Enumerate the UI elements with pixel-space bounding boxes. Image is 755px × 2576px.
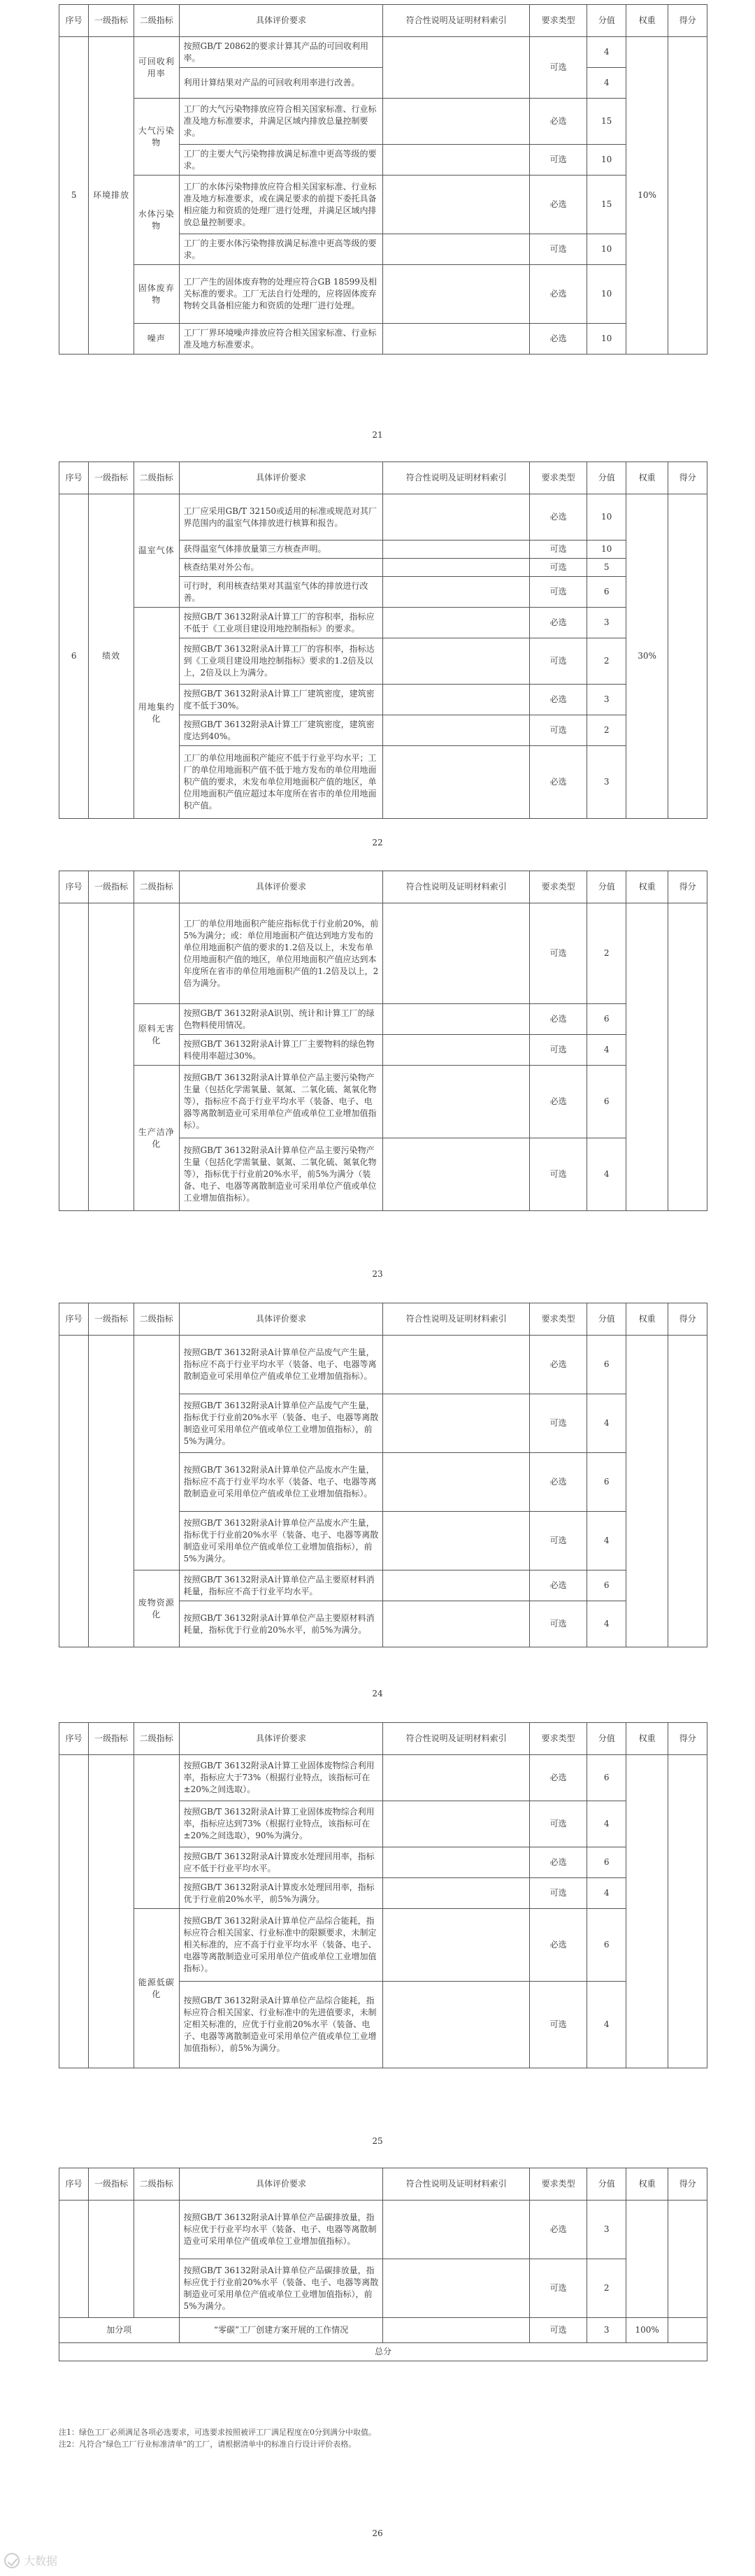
table-header-row bbox=[59, 462, 707, 494]
column-header: 符合性说明及证明材料索引 bbox=[383, 462, 529, 494]
table-cell bbox=[383, 1847, 529, 1878]
table-cell bbox=[383, 638, 529, 685]
table-cell: 4 bbox=[587, 37, 626, 68]
requirement-type: 可选 bbox=[529, 2259, 587, 2318]
table-cell bbox=[626, 1755, 668, 2068]
requirement-cell: 按照GB/T 36132附录A计算单位产品碳排放量，指标应优于行业前20%水平（装备、电子、电器等离散制造业可采用单位产值或单位工业增加值指标），前5%为满分。 bbox=[179, 2259, 383, 2318]
score-value: 3 bbox=[587, 2318, 626, 2343]
column-header: 序号 bbox=[59, 1303, 89, 1336]
table-cell: 2 bbox=[587, 715, 626, 746]
indicator-cell bbox=[89, 903, 134, 1211]
requirement-cell: 获得温室气体排放量第三方核查声明。 bbox=[179, 541, 383, 559]
requirement-cell: 按照GB/T 36132附录A计算单位产品废水产生量，指标应不高于行业平均水平（装备、电子、电器等离散制造业可采用单位产值或单位工业增加值指标）。 bbox=[179, 1453, 383, 1512]
table-cell bbox=[383, 1570, 529, 1601]
column-header: 序号 bbox=[59, 1723, 89, 1755]
table-cell: 4 bbox=[587, 1982, 626, 2068]
table-cell: 5 bbox=[59, 37, 89, 355]
evaluation-table bbox=[59, 2168, 707, 2361]
table-cell: 可选 bbox=[529, 1878, 587, 1909]
table-cell bbox=[668, 494, 707, 819]
column-header: 得分 bbox=[668, 1303, 707, 1336]
column-header: 得分 bbox=[668, 2168, 707, 2201]
table-cell bbox=[383, 494, 529, 541]
column-header: 符合性说明及证明材料索引 bbox=[383, 5, 529, 37]
table-cell: 可选 bbox=[529, 559, 587, 577]
indicator-cell: 能源低碳化 bbox=[134, 1909, 179, 2068]
table-cell bbox=[383, 1004, 529, 1035]
requirement-cell: 工厂应采用GB/T 32150或适用的标准或规范对其厂界范围内的温室气体排放进行核算和报告。 bbox=[179, 494, 383, 541]
table-cell bbox=[383, 1394, 529, 1453]
table-section bbox=[59, 461, 707, 819]
requirement-cell: 按照GB/T 36132附录A计算单位产品综合能耗，指标应符合相关国家、行业标准中的限额要求，未制定相关标准的，应不高于行业平均水平（装备、电子、电器等离散制造业可采用单位产值或单位工业增加值指标）。 bbox=[179, 1909, 383, 1982]
table-cell bbox=[59, 2201, 89, 2318]
column-header: 二级指标 bbox=[134, 5, 179, 37]
column-header: 二级指标 bbox=[134, 462, 179, 494]
table-cell: 可选 bbox=[529, 1138, 587, 1211]
table-cell: 必选 bbox=[529, 1570, 587, 1601]
requirement-cell: 按照GB/T 36132附录A计算单位产品废气产生量，指标应不高于行业平均水平（装备、电子、电器等离散制造业可采用单位产值或单位工业增加值指标）。 bbox=[179, 1336, 383, 1394]
column-header: 二级指标 bbox=[134, 1723, 179, 1755]
requirement-cell: 按照GB/T 36132附录A计算单位产品综合能耗，指标应符合相关国家、行业标准中的先进值要求，未制定相关标准的，应优于行业前20%水平（装备、电子、电器等离散制造业可采用单位产值或单位工业增加值指标），前5%为满分。 bbox=[179, 1982, 383, 2068]
requirement-cell: 按照GB/T 36132附录A计算单位产品废水产生量，指标优于行业前20%水平（装备、电子、电器等离散制造业可采用单位产值或单位工业增加值指标），前5%为满分。 bbox=[179, 1512, 383, 1570]
column-header: 序号 bbox=[59, 2168, 89, 2201]
table-cell bbox=[383, 685, 529, 715]
table-cell bbox=[383, 608, 529, 638]
indicator-cell: 水体污染物 bbox=[134, 176, 179, 265]
table-cell: 必选 bbox=[529, 1755, 587, 1801]
requirement-cell: 按照GB/T 36132附录A计算单位产品主要污染物产生量（包括化学需氧量、氨氮、二氧化硫、氮氧化物等），指标应不高于行业平均水平（装备、电子、电器等离散制造业可采用单位产值或单位工业增加值指标）。 bbox=[179, 1066, 383, 1138]
indicator-cell: 大气污染物 bbox=[134, 99, 179, 176]
table-cell bbox=[383, 577, 529, 608]
table-cell: 可选 bbox=[529, 1394, 587, 1453]
indicator-cell: 环境排放 bbox=[89, 37, 134, 355]
table-row bbox=[59, 1909, 707, 1982]
table-cell bbox=[89, 2201, 134, 2318]
bonus-requirement: “零碳”工厂创建方案开展的工作情况 bbox=[179, 2318, 383, 2343]
table-cell: 2 bbox=[587, 903, 626, 1004]
table-cell bbox=[668, 1336, 707, 1647]
table-cell bbox=[383, 324, 529, 355]
table-cell bbox=[668, 2318, 707, 2343]
table-cell: 可选 bbox=[529, 37, 587, 99]
table-cell: 30% bbox=[626, 494, 668, 819]
table-cell: 4 bbox=[587, 1878, 626, 1909]
table-cell: 可选 bbox=[529, 1601, 587, 1647]
table-cell: 必选 bbox=[529, 1453, 587, 1512]
bonus-label: 加分项 bbox=[59, 2318, 180, 2343]
indicator-cell: 绩效 bbox=[89, 494, 134, 819]
column-header: 要求类型 bbox=[529, 462, 587, 494]
table-header-row bbox=[59, 871, 707, 903]
note-line: 注2：凡符合“绿色工厂行业标准清单”的工厂，请根据清单中的标准自行设计评价表格。 bbox=[59, 2440, 357, 2449]
table-cell: 6 bbox=[587, 1909, 626, 1982]
table-cell: 可选 bbox=[529, 577, 587, 608]
column-header: 分值 bbox=[587, 1303, 626, 1336]
table-cell: 可选 bbox=[529, 234, 587, 265]
table-cell: 4 bbox=[587, 1601, 626, 1647]
column-header: 具体评价要求 bbox=[179, 2168, 383, 2201]
table-cell: 可选 bbox=[529, 1035, 587, 1066]
table-cell: 必选 bbox=[529, 746, 587, 819]
column-header: 要求类型 bbox=[529, 5, 587, 37]
indicator-cell: 固体废弃物 bbox=[134, 265, 179, 324]
page-number: 25 bbox=[372, 2136, 383, 2146]
column-header: 分值 bbox=[587, 2168, 626, 2201]
indicator-cell bbox=[89, 1336, 134, 1647]
table-cell bbox=[668, 1755, 707, 2068]
table-cell bbox=[626, 2201, 668, 2318]
indicator-cell bbox=[134, 1755, 179, 1909]
column-header: 权重 bbox=[626, 462, 668, 494]
table-cell bbox=[668, 903, 707, 1211]
table-cell: 15 bbox=[587, 176, 626, 234]
table-section bbox=[59, 1303, 707, 1647]
table-row bbox=[59, 1066, 707, 1138]
requirement-cell: 按照GB/T 36132附录A计算废水处理回用率，指标优于行业前20%水平，前5%为满分。 bbox=[179, 1878, 383, 1909]
table-cell: 必选 bbox=[529, 324, 587, 355]
table-cell bbox=[668, 2201, 707, 2318]
evidence-cell bbox=[383, 2259, 529, 2318]
column-header: 具体评价要求 bbox=[179, 1303, 383, 1336]
table-cell bbox=[383, 1512, 529, 1570]
table-cell bbox=[383, 1801, 529, 1847]
column-header: 权重 bbox=[626, 1303, 668, 1336]
table-cell: 6 bbox=[587, 1453, 626, 1512]
column-header: 一级指标 bbox=[89, 1303, 134, 1336]
table-cell: 必选 bbox=[529, 1909, 587, 1982]
table-row bbox=[59, 2201, 707, 2259]
column-header: 一级指标 bbox=[89, 5, 134, 37]
requirement-type: 可选 bbox=[529, 2318, 587, 2343]
table-cell bbox=[383, 541, 529, 559]
column-header: 权重 bbox=[626, 5, 668, 37]
table-cell: 10 bbox=[587, 145, 626, 176]
column-header: 序号 bbox=[59, 5, 89, 37]
requirement-cell: 工厂的主要水体污染物排放满足标准中更高等级的要求。 bbox=[179, 234, 383, 265]
requirement-cell: 按照GB/T 36132附录A计算单位产品废气产生量，指标优于行业前20%水平（装备、电子、电器等离散制造业可采用单位产值或单位工业增加值指标），前5%为满分。 bbox=[179, 1394, 383, 1453]
table-notes bbox=[59, 2426, 707, 2450]
column-header: 要求类型 bbox=[529, 2168, 587, 2201]
table-cell bbox=[383, 1066, 529, 1138]
indicator-cell: 用地集约化 bbox=[134, 608, 179, 819]
table-row bbox=[59, 608, 707, 638]
score-value: 2 bbox=[587, 2259, 626, 2318]
column-header: 具体评价要求 bbox=[179, 1723, 383, 1755]
table-cell bbox=[59, 1755, 89, 2068]
requirement-cell: 按照GB/T 20862的要求计算其产品的可回收利用率。 bbox=[179, 37, 383, 68]
weight-value: 100% bbox=[626, 2318, 668, 2343]
table-cell: 3 bbox=[587, 608, 626, 638]
column-header: 一级指标 bbox=[89, 462, 134, 494]
table-row bbox=[59, 1755, 707, 1801]
requirement-cell: 可行时，利用核查结果对其温室气体的排放进行改善。 bbox=[179, 577, 383, 608]
requirement-cell: 工厂的单位用地面积产能应不低于行业平均水平；工厂的单位用地面积产值不低于地方发布的单位用地面积产值的要求，未发布单位用地面积产值的地区，单位用地面积产值应超过本年度所在省市的单位用地面积产值。 bbox=[179, 746, 383, 819]
table-cell: 4 bbox=[587, 68, 626, 99]
table-cell bbox=[383, 234, 529, 265]
table-cell: 6 bbox=[587, 577, 626, 608]
column-header: 权重 bbox=[626, 871, 668, 903]
evaluation-table bbox=[59, 1722, 707, 2068]
table-cell: 10 bbox=[587, 234, 626, 265]
table-cell bbox=[383, 1601, 529, 1647]
table-cell: 可选 bbox=[529, 145, 587, 176]
column-header: 一级指标 bbox=[89, 1723, 134, 1755]
note-line: 注1：绿色工厂必须满足各项必选要求，可选要求按照被评工厂满足程度在0分到满分中取值。 bbox=[59, 2428, 376, 2437]
table-row bbox=[59, 1336, 707, 1394]
column-header: 序号 bbox=[59, 871, 89, 903]
evaluation-table bbox=[59, 4, 707, 355]
indicator-cell bbox=[89, 1755, 134, 2068]
table-cell bbox=[383, 746, 529, 819]
requirement-cell: 工厂的大气污染物排放应符合相关国家标准、行业标准及地方标准要求，并满足区域内排放总量控制要求。 bbox=[179, 99, 383, 145]
table-section bbox=[59, 1722, 707, 2068]
table-cell: 10 bbox=[587, 265, 626, 324]
table-cell: 6 bbox=[59, 494, 89, 819]
table-row bbox=[59, 176, 707, 234]
column-header: 具体评价要求 bbox=[179, 871, 383, 903]
requirement-cell: 按照GB/T 36132附录A计算工厂的容积率，指标应不低于《工业项目建设用地控制指标》的要求。 bbox=[179, 608, 383, 638]
requirement-cell: 按照GB/T 36132附录A计算单位产品碳排放量，指标应优于行业平均水平（装备、电子、电器等离散制造业可采用单位产值或单位工业增加值指标）。 bbox=[179, 2201, 383, 2259]
table-header-row bbox=[59, 5, 707, 37]
table-cell: 4 bbox=[587, 1512, 626, 1570]
table-cell: 6 bbox=[587, 1066, 626, 1138]
table-cell: 5 bbox=[587, 559, 626, 577]
column-header: 分值 bbox=[587, 871, 626, 903]
column-header: 一级指标 bbox=[89, 2168, 134, 2201]
table-cell: 6 bbox=[587, 1847, 626, 1878]
table-cell: 必选 bbox=[529, 608, 587, 638]
table-cell: 4 bbox=[587, 1138, 626, 1211]
column-header: 得分 bbox=[668, 462, 707, 494]
column-header: 分值 bbox=[587, 5, 626, 37]
evidence-cell bbox=[383, 2201, 529, 2259]
page-number: 24 bbox=[372, 1689, 383, 1698]
table-cell bbox=[383, 37, 529, 99]
table-cell: 3 bbox=[587, 746, 626, 819]
requirement-cell: 工厂产生的固体废弃物的处理应符合GB 18599及相关标准的要求。工厂无法自行处理的，应将固体废弃物转交具备相应能力和资质的处理厂进行处理。 bbox=[179, 265, 383, 324]
table-cell: 可选 bbox=[529, 638, 587, 685]
table-cell: 6 bbox=[587, 1570, 626, 1601]
table-cell: 4 bbox=[587, 1801, 626, 1847]
requirement-cell: 按照GB/T 36132附录A计算工厂主要物料的绿色物料使用率超过30%。 bbox=[179, 1035, 383, 1066]
evidence-cell bbox=[383, 2318, 529, 2343]
column-header: 分值 bbox=[587, 462, 626, 494]
page-number: 23 bbox=[372, 1269, 383, 1279]
table-cell bbox=[383, 1035, 529, 1066]
column-header: 具体评价要求 bbox=[179, 462, 383, 494]
watermark-text: 大数据 bbox=[24, 2554, 58, 2568]
column-header: 符合性说明及证明材料索引 bbox=[383, 871, 529, 903]
column-header: 一级指标 bbox=[89, 871, 134, 903]
table-cell bbox=[383, 265, 529, 324]
table-cell bbox=[383, 1909, 529, 1982]
bonus-row bbox=[59, 2318, 707, 2343]
total-row bbox=[59, 2343, 707, 2361]
column-header: 序号 bbox=[59, 462, 89, 494]
table-cell: 4 bbox=[587, 1394, 626, 1453]
requirement-cell: 按照GB/T 36132附录A计算工厂的容积率，指标达到《工业项目建设用地控制指标》要求的1.2倍及以上，2倍及以上为满分。 bbox=[179, 638, 383, 685]
watermark-logo-icon bbox=[4, 2553, 20, 2568]
requirement-cell: 工厂的水体污染物排放应符合相关国家标准、行业标准及地方标准要求，或在满足要求的前提下委托具备相应能力和资质的处理厂进行处理，并满足区域内排放总量控制要求。 bbox=[179, 176, 383, 234]
table-cell bbox=[383, 176, 529, 234]
requirement-cell: 按照GB/T 36132附录A识别、统计和计算工厂的绿色物料使用情况。 bbox=[179, 1004, 383, 1035]
table-cell: 可选 bbox=[529, 903, 587, 1004]
table-cell bbox=[59, 1336, 89, 1647]
table-cell bbox=[668, 37, 707, 355]
indicator-cell: 温室气体 bbox=[134, 494, 179, 608]
table-row bbox=[59, 1004, 707, 1035]
table-cell: 必选 bbox=[529, 176, 587, 234]
table-cell bbox=[383, 1138, 529, 1211]
table-cell bbox=[383, 99, 529, 145]
table-cell bbox=[626, 903, 668, 1211]
requirement-cell: 按照GB/T 36132附录A计算工业固体废物综合利用率，指标应大于73%（根据行业特点，该指标可在±20%之间选取）。 bbox=[179, 1755, 383, 1801]
column-header: 要求类型 bbox=[529, 1303, 587, 1336]
table-section bbox=[59, 2168, 707, 2361]
column-header: 二级指标 bbox=[134, 871, 179, 903]
column-header: 要求类型 bbox=[529, 1723, 587, 1755]
table-cell bbox=[383, 1453, 529, 1512]
table-header-row bbox=[59, 1303, 707, 1336]
table-cell: 必选 bbox=[529, 99, 587, 145]
table-header-row bbox=[59, 1723, 707, 1755]
score-value: 3 bbox=[587, 2201, 626, 2259]
watermark bbox=[4, 2552, 57, 2568]
column-header: 要求类型 bbox=[529, 871, 587, 903]
table-cell: 必选 bbox=[529, 1004, 587, 1035]
table-row bbox=[59, 265, 707, 324]
table-cell: 可选 bbox=[529, 1801, 587, 1847]
indicator-cell: 原料无害化 bbox=[134, 1004, 179, 1066]
table-cell: 10 bbox=[587, 541, 626, 559]
table-cell bbox=[383, 559, 529, 577]
table-cell: 10 bbox=[587, 494, 626, 541]
table-cell: 6 bbox=[587, 1336, 626, 1394]
column-header: 权重 bbox=[626, 1723, 668, 1755]
column-header: 得分 bbox=[668, 5, 707, 37]
table-cell: 必选 bbox=[529, 1847, 587, 1878]
table-cell bbox=[383, 903, 529, 1004]
table-cell: 必选 bbox=[529, 494, 587, 541]
table-cell: 6 bbox=[587, 1004, 626, 1035]
requirement-cell: 按照GB/T 36132附录A计算单位产品主要污染物产生量（包括化学需氧量、氨氮、二氧化硫、氮氧化物等），指标优于行业前20%水平，前5%为满分（装备、电子、电器等离散制造业可采用单位产值或单位工业增加值指标）。 bbox=[179, 1138, 383, 1211]
table-cell bbox=[383, 145, 529, 176]
requirement-cell: 按照GB/T 36132附录A计算单位产品主要原材料消耗量，指标应不高于行业平均水平。 bbox=[179, 1570, 383, 1601]
table-cell bbox=[383, 1982, 529, 2068]
table-row bbox=[59, 903, 707, 1004]
table-cell: 10 bbox=[587, 324, 626, 355]
table-row bbox=[59, 99, 707, 145]
table-cell: 必选 bbox=[529, 1066, 587, 1138]
column-header: 分值 bbox=[587, 1723, 626, 1755]
requirement-cell: 工厂的主要大气污染物排放满足标准中更高等级的要求。 bbox=[179, 145, 383, 176]
column-header: 符合性说明及证明材料索引 bbox=[383, 2168, 529, 2201]
column-header: 符合性说明及证明材料索引 bbox=[383, 1723, 529, 1755]
table-cell bbox=[383, 715, 529, 746]
table-cell: 15 bbox=[587, 99, 626, 145]
table-row bbox=[59, 324, 707, 355]
page-number: 21 bbox=[372, 430, 383, 440]
column-header: 具体评价要求 bbox=[179, 5, 383, 37]
requirement-cell: 核查结果对外公布。 bbox=[179, 559, 383, 577]
column-header: 得分 bbox=[668, 1723, 707, 1755]
table-cell bbox=[383, 1336, 529, 1394]
column-header: 二级指标 bbox=[134, 1303, 179, 1336]
table-cell bbox=[59, 903, 89, 1211]
requirement-type: 必选 bbox=[529, 2201, 587, 2259]
indicator-cell: 生产洁净化 bbox=[134, 1066, 179, 1211]
evaluation-table bbox=[59, 461, 707, 819]
indicator-cell: 可回收利用率 bbox=[134, 37, 179, 99]
requirement-cell: 按照GB/T 36132附录A计算废水处理回用率，指标应不低于行业平均水平。 bbox=[179, 1847, 383, 1878]
page-number: 22 bbox=[372, 838, 383, 847]
table-section bbox=[59, 4, 707, 355]
indicator-cell bbox=[134, 1336, 179, 1570]
indicator-cell: 废物资源化 bbox=[134, 1570, 179, 1647]
table-cell: 必选 bbox=[529, 265, 587, 324]
table-cell: 2 bbox=[587, 638, 626, 685]
table-cell bbox=[626, 1336, 668, 1647]
table-cell: 可选 bbox=[529, 541, 587, 559]
table-cell bbox=[383, 1878, 529, 1909]
requirement-cell: 工厂的单位用地面积产能应指标优于行业前20%，前5%为满分；或：单位用地面积产值达到地方发布的单位用地面积产值的要求的1.2倍及以上，未发布单位用地面积产值的地区，单位用地面积产值应达到本年度所在省市的单位用地面积产值的1.2倍及以上，2倍为满分。 bbox=[179, 903, 383, 1004]
table-cell: 必选 bbox=[529, 685, 587, 715]
table-row bbox=[59, 37, 707, 68]
requirement-cell: 按照GB/T 36132附录A计算工厂建筑密度，建筑密度不低于30%。 bbox=[179, 685, 383, 715]
table-cell: 可选 bbox=[529, 1512, 587, 1570]
evaluation-table bbox=[59, 871, 707, 1211]
column-header: 符合性说明及证明材料索引 bbox=[383, 1303, 529, 1336]
table-cell: 3 bbox=[587, 685, 626, 715]
table-header-row bbox=[59, 2168, 707, 2201]
table-row bbox=[59, 494, 707, 541]
requirement-cell: 按照GB/T 36132附录A计算工业固体废物综合利用率，指标应达到73%（根据行业特点，该指标可在±20%之间选取），90%为满分。 bbox=[179, 1801, 383, 1847]
table-section bbox=[59, 871, 707, 1211]
table-cell: 4 bbox=[587, 1035, 626, 1066]
indicator-cell: 噪声 bbox=[134, 324, 179, 355]
table-cell: 10% bbox=[626, 37, 668, 355]
column-header: 二级指标 bbox=[134, 2168, 179, 2201]
requirement-cell: 利用计算结果对产品的可回收利用率进行改善。 bbox=[179, 68, 383, 99]
requirement-cell: 按照GB/T 36132附录A计算工厂建筑密度，建筑密度达到40%。 bbox=[179, 715, 383, 746]
total-label: 总分 bbox=[59, 2343, 707, 2361]
column-header: 得分 bbox=[668, 871, 707, 903]
table-cell bbox=[383, 1755, 529, 1801]
requirement-cell: 工厂厂界环境噪声排放应符合相关国家标准、行业标准及地方标准要求。 bbox=[179, 324, 383, 355]
table-cell: 必选 bbox=[529, 1336, 587, 1394]
table-cell bbox=[134, 2201, 179, 2318]
table-cell: 可选 bbox=[529, 1982, 587, 2068]
requirement-cell: 按照GB/T 36132附录A计算单位产品主要原材料消耗量，指标优于行业前20%水平，前5%为满分。 bbox=[179, 1601, 383, 1647]
indicator-cell bbox=[134, 903, 179, 1004]
page-number: 26 bbox=[372, 2528, 383, 2538]
column-header: 权重 bbox=[626, 2168, 668, 2201]
table-cell: 可选 bbox=[529, 715, 587, 746]
evaluation-table bbox=[59, 1303, 707, 1647]
table-row bbox=[59, 1570, 707, 1601]
table-cell: 6 bbox=[587, 1755, 626, 1801]
